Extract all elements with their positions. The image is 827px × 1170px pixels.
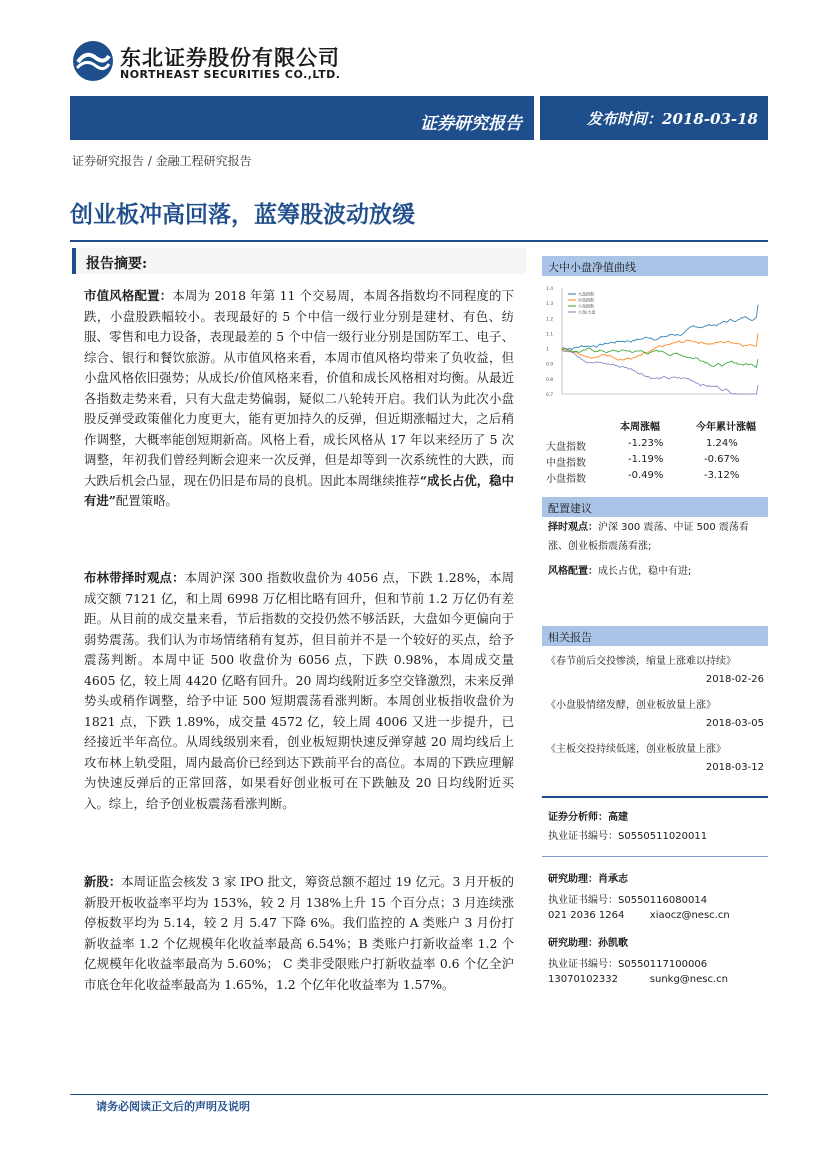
summary-heading-box <box>72 248 526 274</box>
series-line <box>562 350 758 394</box>
table-row <box>546 470 768 486</box>
list-item[interactable] <box>546 740 768 784</box>
timing-view <box>548 518 766 556</box>
nav-chart <box>544 282 766 412</box>
legend-label: 中盘指数 <box>578 297 594 303</box>
title-divider <box>70 240 768 242</box>
related-heading <box>542 626 768 646</box>
analyst-card <box>548 934 728 985</box>
related-date: 2018-03-12 <box>705 762 764 773</box>
config-heading <box>542 497 768 517</box>
para-text: 本周证监会核发 3 家 IPO 批文，筹资总额不超过 19 亿元。3 月开板的新股开板收益率平均为 153%，较 2 月 138%上升 15 个百分点；3 月连续涨停板数平均为 5.14，较 2 月 5.47 下降 6%。我们监控的 A 类账户 3 月份打新收益率 1.2 个亿规模年化收益率最高 6.54%；B 类账户打新收益率 1.2 个亿规模年化收益率最高为 5.60%； C 类非受限账户打新收益率 0.6 个亿全沪市底仓年化收益率最高为 1.65%，1.2 个亿年化收益率为 1.57%。 <box>84 874 515 992</box>
col-week: 本周涨幅 <box>620 422 660 433</box>
analyst-role: 研究助理： <box>548 938 598 949</box>
publish-banner <box>540 96 768 140</box>
y-tick-label: 0.8 <box>546 377 554 383</box>
analyst-cert: 执业证书编号：S0550117100006 <box>548 959 708 970</box>
legend-label: 大盘指数 <box>578 291 594 297</box>
paragraph-timing <box>84 568 514 814</box>
row-name: 中盘指数 <box>546 458 586 469</box>
config-text <box>548 518 766 581</box>
company-name-en: NORTHEAST SECURITIES CO.,LTD. <box>120 68 341 81</box>
config-heading-label: 配置建议 <box>548 502 592 515</box>
analyst-cert: 执业证书编号：S0550116080014 <box>548 895 708 906</box>
analyst-divider <box>542 796 768 798</box>
row-ytd: -0.67% <box>704 454 740 465</box>
footer-disclaimer: 请务必阅读正文后的声明及说明 <box>96 1100 250 1113</box>
analyst-cert: 执业证书编号：S0550511020011 <box>548 831 708 842</box>
analyst-contact: 13070102332 sunkg@nesc.cn <box>548 974 729 985</box>
table-row <box>546 454 768 470</box>
para-label: 布林带择时观点： <box>84 570 185 585</box>
para-label: 新股： <box>84 874 122 889</box>
y-tick-label: 1.1 <box>546 332 554 338</box>
related-date: 2018-03-05 <box>705 718 764 729</box>
para-emphasis: “成长占优，稳中有进” <box>84 472 514 508</box>
y-tick-label: 1.3 <box>546 302 554 308</box>
page-title: 创业板冲高回落，蓝筹股波动放缓 <box>70 201 415 228</box>
summary-heading: 报告摘要: <box>86 256 148 272</box>
timing-label: 择时观点： <box>548 522 598 533</box>
row-ytd: -3.12% <box>704 470 740 481</box>
analyst-name: 高建 <box>608 812 628 823</box>
related-title: 《春节前后交投惨淡，缩量上涨难以持续》 <box>546 656 736 667</box>
chart-heading-label: 大中小盘净值曲线 <box>548 261 636 274</box>
analyst-name: 孙凯歌 <box>598 938 628 949</box>
report-type-banner <box>70 96 534 140</box>
breadcrumb: 证券研究报告 / 金融工程研究报告 <box>72 154 252 168</box>
analyst-divider <box>542 856 768 857</box>
col-ytd: 今年累计涨幅 <box>696 422 756 433</box>
report-type: 证券研究报告 <box>420 114 522 134</box>
chart-heading <box>542 256 768 276</box>
logo-icon <box>72 40 114 82</box>
list-item[interactable] <box>546 696 768 740</box>
analyst-contact: 021 2036 1264 xiaocz@nesc.cn <box>548 910 730 921</box>
para-text: 本周沪深 300 指数收盘价为 4056 点，下跌 1.28%，本周成交额 7121 亿，和上周 6998 万亿相比略有回升，但和节前 1.2 万亿仍有差距。从目前的成交量来看，节后指数的交投仍然不够活跃，大盘如今更偏向于弱势震荡。我们认为市场情绪稍有复苏，但目前并不是一个较好的买点，给予震荡判断。本周中证 500 收盘价为 6056 点，下跌 0.98%，本周成交量 4605 亿，较上周 4420 亿略有回升。20 周均线附近多空交锋激烈，未来反弹势头或稍作调整，给予中证 500 短期震荡看涨判断。本周创业板指收盘价为 1821 点，下跌 1.89%，成交量 4572 亿，较上周 4006 又进一步提升，已经接近半年高位。从周线级别来看，创业板短期快速反弹穿越 20 周均线后上攻布林上轨受阻，周内最高价已经到达下跌前平台的高位。本周的下跌应理解为快速反弹后的正常回落，如果看好创业板可在下跌触及 20 日均线附近买入。综上，给予创业板震荡看涨判断。 <box>84 570 515 811</box>
y-tick-label: 0.7 <box>546 393 554 398</box>
legend-label: 小盘/大盘 <box>578 309 596 315</box>
y-tick-label: 1.2 <box>546 317 554 323</box>
row-week: -1.23% <box>628 438 664 449</box>
row-name: 小盘指数 <box>546 474 586 485</box>
list-item[interactable] <box>546 652 768 696</box>
para-tail: 配置策略。 <box>115 493 178 508</box>
index-table-header <box>546 418 768 438</box>
publish-date: 发布时间：2018-03-18 <box>587 110 758 128</box>
style-text: 成长占优，稳中有进; <box>598 566 692 577</box>
paragraph-style <box>84 286 514 512</box>
analyst-role: 证券分析师： <box>548 812 608 823</box>
related-heading-label: 相关报告 <box>548 631 592 644</box>
paragraph-ipo <box>84 872 514 995</box>
style-label: 风格配置： <box>548 566 598 577</box>
row-ytd: 1.24% <box>706 438 738 449</box>
y-tick-label: 1 <box>546 347 549 353</box>
row-week: -0.49% <box>628 470 664 481</box>
related-title: 《主板交投持续低迷，创业板放量上涨》 <box>546 744 726 755</box>
para-label: 市值风格配置： <box>84 288 173 303</box>
y-tick-label: 0.9 <box>546 362 554 368</box>
style-view <box>548 562 766 581</box>
y-tick-label: 1.4 <box>546 287 554 292</box>
company-name-cn: 东北证券股份有限公司 <box>120 46 340 70</box>
related-list <box>546 652 768 784</box>
analyst-role: 研究助理： <box>548 874 598 885</box>
analyst-card <box>548 870 730 921</box>
table-row <box>546 438 768 454</box>
analyst-card <box>548 808 707 842</box>
analyst-name: 肖承志 <box>598 874 628 885</box>
related-title: 《小盘股情绪发酵，创业板放量上涨》 <box>546 700 716 711</box>
legend-label: 小盘指数 <box>578 303 594 309</box>
index-table <box>546 418 768 486</box>
related-date: 2018-02-26 <box>705 674 764 685</box>
company-logo <box>72 40 372 84</box>
footer-divider <box>70 1094 768 1095</box>
timing-text: 沪深 300 震荡、中证 500 震荡看涨、创业板指震荡看涨; <box>548 522 749 552</box>
para-text: 本周为 2018 年第 11 个交易周，本周各指数均不同程度的下跌，小盘股跌幅较小。表现最好的 5 个中信一级行业分别是建材、有色、纺服、零售和电力设备，表现最差的 5 个中信一级行业分别是国防军工、电子、综合、银行和餐饮旅游。从市值风格来看，本周市值风格均带来了负收益，但小盘风格依旧强势；从成长/价值风格来看，价值和成长风格相对均衡。从最近各指数走势来看，只有大盘走势偏弱，疑似二八轮转开启。我们认为此次小盘股反弹受政策催化力度更大，能有更加持久的反弹，但近期涨幅过大，之后稍作调整，大概率能创短期新高。风格上看，成长风格从 17 年以来经历了 5 次调整，年初我们曾经判断会迎来一次反弹，但是却等到一次系统性的大跌，而大跌后机会凸显，现在仍旧是布局的良机。因此本周继续推荐 <box>84 288 514 488</box>
row-week: -1.19% <box>628 454 664 465</box>
row-name: 大盘指数 <box>546 442 586 453</box>
